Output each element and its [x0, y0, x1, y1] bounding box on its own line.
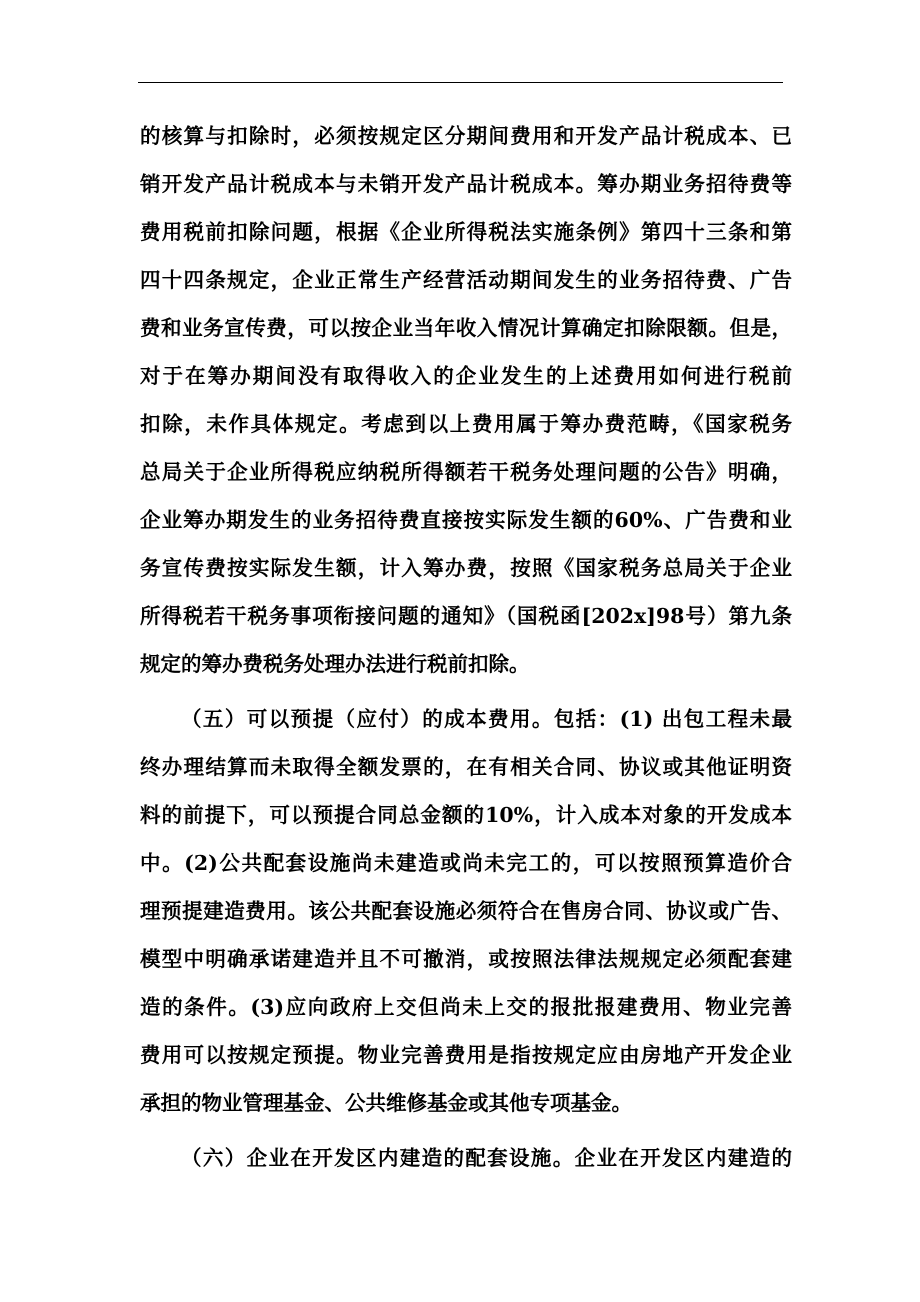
text-line: 承担的物业管理基金、公共维修基金或其他专项基金。 [140, 1091, 632, 1115]
text-line: 费用税前扣除问题，根据《企业所得税法实施条例》第四十三条和第 [140, 220, 792, 244]
text-line: 所得税若干税务事项衔接问题的通知》（国税函[202x]98号）第九条 [140, 604, 792, 628]
text-line: 模型中明确承诺建造并且不可撤消，或按照法律法规规定必须配套建 [140, 947, 792, 971]
text-line: 企业筹办期发生的业务招待费直接按实际发生额的60%、广告费和业 [140, 508, 792, 532]
text-line: 费用可以按规定预提。物业完善费用是指按规定应由房地产开发企业 [140, 1043, 792, 1067]
text-line: 四十四条规定，企业正常生产经营活动期间发生的业务招待费、广告 [140, 268, 792, 292]
text-line: 扣除，未作具体规定。考虑到以上费用属于筹办费范畴，《国家税务 [140, 412, 792, 436]
header-rule [138, 82, 783, 83]
text-line: 理预提建造费用。该公共配套设施必须符合在售房合同、协议或广告、 [140, 899, 792, 923]
text-line: 销开发产品计税成本与未销开发产品计税成本。筹办期业务招待费等 [140, 172, 792, 196]
text-line: （六）企业在开发区内建造的配套设施。企业在开发区内建造的 [181, 1146, 792, 1170]
text-line: 费和业务宣传费，可以按企业当年收入情况计算确定扣除限额。但是， [140, 316, 792, 340]
text-line: 规定的筹办费税务处理办法进行税前扣除。 [140, 652, 530, 676]
text-line: 料的前提下，可以预提合同总金额的10%，计入成本对象的开发成本 [140, 803, 792, 827]
document-body [140, 112, 792, 1189]
paragraph-2 [140, 695, 792, 1127]
text-line: 终办理结算而未取得全额发票的，在有相关合同、协议或其他证明资 [140, 755, 792, 779]
text-line: （五）可以预提（应付）的成本费用。包括：(1) 出包工程未最 [181, 707, 792, 731]
text-line: 的核算与扣除时，必须按规定区分期间费用和开发产品计税成本、已 [140, 124, 792, 148]
text-line: 中。(2)公共配套设施尚未建造或尚未完工的，可以按照预算造价合 [140, 851, 792, 875]
text-line: 务宣传费按实际发生额，计入筹办费，按照《国家税务总局关于企业 [140, 556, 792, 580]
paragraph-1 [140, 112, 792, 688]
paragraph-3 [140, 1134, 792, 1182]
text-line: 造的条件。(3)应向政府上交但尚未上交的报批报建费用、物业完善 [140, 995, 792, 1019]
text-line: 对于在筹办期间没有取得收入的企业发生的上述费用如何进行税前 [140, 364, 792, 388]
text-line: 总局关于企业所得税应纳税所得额若干税务处理问题的公告》明确， [140, 460, 792, 484]
